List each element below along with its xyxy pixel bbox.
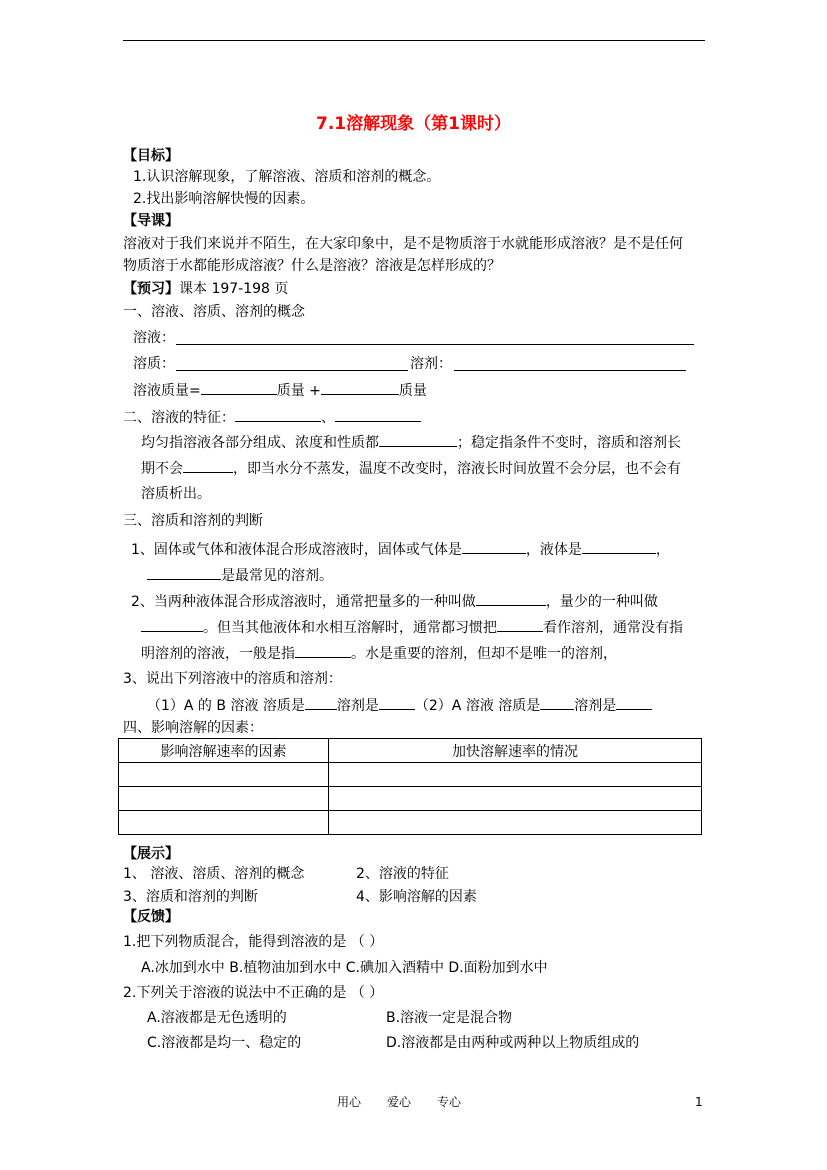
judge-text-2b: ，量少的一种叫做 [545,594,658,610]
question-2-option-b: B.溶液一定是混合物 [386,1010,513,1026]
table-header-effect: 加快溶解速率的情况 [329,739,702,763]
judge-line-2 [147,565,333,585]
feature-text-2b: ，即当水分不蒸发，温度不改变时，溶液长时间放置不会分层，也不会有 [233,461,681,477]
table-header-factor: 影响溶解速率的因素 [119,739,329,763]
question-1: 1.把下列物质混合，能得到溶液的是 （ ） [123,934,384,950]
show-item-1: 1、 溶液、溶质、溶剂的概念 [123,866,305,882]
footer-motto-3: 专心 [437,1095,462,1109]
example-blank-2[interactable] [379,695,415,710]
judge-text-2e: 明溶剂的溶液，一般是指 [141,646,295,662]
feature-separator: 、 [321,410,335,426]
section-3-title: 三、溶质和溶剂的判断 [123,513,263,529]
footer-motto-1: 用心 [337,1095,362,1109]
judge-text-2f: 。水是重要的溶剂，但却不是唯一的溶剂， [351,646,617,662]
judge-text-1b: ，液体是 [525,542,582,558]
example-2b: 溶剂是 [574,698,617,714]
goal-item-2: 2.找出影响溶解快慢的因素。 [133,191,315,207]
table-cell[interactable] [119,787,329,811]
preview-heading: 【预习】 [123,281,179,297]
judge-text-2d: 看作溶剂，通常没有指 [543,620,683,636]
example-line [147,695,652,715]
solvent-label: 溶剂： [410,356,452,372]
feature-line-2 [141,458,681,478]
judge-blank-2[interactable] [582,539,656,554]
table-row [119,787,702,811]
show-item-2: 2、溶液的特征 [356,866,449,882]
judge-text-2a: 2、当两种液体混合形成溶液时，通常把量多的一种叫做 [131,594,476,610]
solute-blank[interactable] [176,356,408,371]
table-cell[interactable] [329,763,702,787]
section-4-title: 四、影响溶解的因素： [123,720,263,736]
table-header-row [119,739,702,763]
factors-table [118,738,702,835]
question-2-option-a: A.溶液都是无色透明的 [147,1010,287,1026]
show-item-3: 3、溶质和溶剂的判断 [123,889,258,905]
footer-motto-2: 爱心 [387,1095,412,1109]
table-cell[interactable] [329,811,702,835]
feature-blank-2[interactable] [335,407,421,422]
example-blank-4[interactable] [616,695,652,710]
judge-blank-6[interactable] [497,617,543,632]
example-2a: （2）A 溶液 溶质是 [414,698,541,714]
question-2-option-d: D.溶液都是由两种或两种以上物质组成的 [386,1035,640,1051]
judge-line-3 [131,591,658,611]
table-cell[interactable] [119,763,329,787]
intro-line-2: 物质溶于水都能形成溶液？什么是溶液？溶液是怎样形成的？ [123,258,501,274]
feature-text-1a: 均匀指溶液各部分组成、浓度和性质都 [141,435,379,451]
mass-line [133,380,427,400]
example-blank-1[interactable] [305,695,337,710]
judge-line-4 [141,617,683,637]
example-1a: （1）A 的 B 溶液 溶质是 [147,698,305,714]
feature-text-2a: 期不会 [141,461,183,477]
judge-text-1a: 1、固体或气体和液体混合形成溶液时，固体或气体是 [131,542,462,558]
question-2-option-c: C.溶液都是均一、稳定的 [147,1035,302,1051]
preview-line [123,280,288,298]
show-item-4: 4、影响溶解的因素 [356,889,477,905]
feature-line-1 [141,432,681,452]
mass-label: 溶液质量= [133,383,201,399]
intro-heading: 【导课】 [123,213,179,229]
judge-text-2c: 。但当其他液体和水相互溶解时，通常都习惯把 [203,620,497,636]
example-blank-3[interactable] [540,695,574,710]
mass-blank-1[interactable] [201,380,277,395]
section-1-title: 一、溶液、溶质、溶剂的概念 [123,304,305,320]
judge-blank-5[interactable] [141,617,203,632]
judge-blank-1[interactable] [462,539,526,554]
solution-blank[interactable] [176,330,694,345]
table-row [119,763,702,787]
feature-blank-4[interactable] [183,458,233,473]
solute-label: 溶质： [133,356,175,372]
page-number: 1 [695,1095,703,1109]
section-2-line [123,407,421,427]
judge-blank-4[interactable] [476,591,546,606]
solvent-blank[interactable] [454,356,686,371]
judge-line-6: 3、说出下列溶液中的溶质和溶剂： [123,671,342,687]
mass-unit-1: 质量 + [276,383,321,399]
table-cell[interactable] [329,787,702,811]
intro-line-1: 溶液对于我们来说并不陌生，在大家印象中，是不是物质溶于水就能形成溶液？是不是任何 [123,236,683,252]
table-row [119,811,702,835]
table-cell[interactable] [119,811,329,835]
example-1b: 溶剂是 [336,698,379,714]
header-rule [123,40,705,41]
feature-blank-1[interactable] [235,407,321,422]
judge-line-1 [131,539,670,559]
question-1-options: A.冰加到水中 B.植物油加到水中 C.碘加入酒精中 D.面粉加到水中 [141,960,548,976]
page-title: 7.1溶解现象（第1课时） [316,114,511,134]
mass-unit-2: 质量 [398,383,427,399]
section-2-title: 二、溶液的特征： [123,410,235,426]
judge-blank-3[interactable] [147,565,221,580]
question-2: 2.下列关于溶液的说法中不正确的是 （ ） [123,985,384,1001]
feature-line-3: 溶质析出。 [141,486,211,502]
solution-label: 溶液： [133,330,175,346]
preview-ref: 课本 197-198 页 [179,281,289,297]
judge-text-1d: 是最常见的溶剂。 [221,568,333,584]
feedback-heading: 【反馈】 [123,909,179,925]
show-heading: 【展示】 [123,846,179,862]
feature-blank-3[interactable] [379,432,457,447]
feature-text-1b: ；稳定指条件不变时，溶质和溶剂长 [457,435,681,451]
judge-line-5 [141,643,617,663]
judge-blank-7[interactable] [295,643,351,658]
judge-text-1c: ， [655,542,670,558]
goal-item-1: 1.认识溶解现象，了解溶液、溶质和溶剂的概念。 [133,169,441,185]
mass-blank-2[interactable] [321,380,399,395]
goal-heading: 【目标】 [123,148,179,164]
